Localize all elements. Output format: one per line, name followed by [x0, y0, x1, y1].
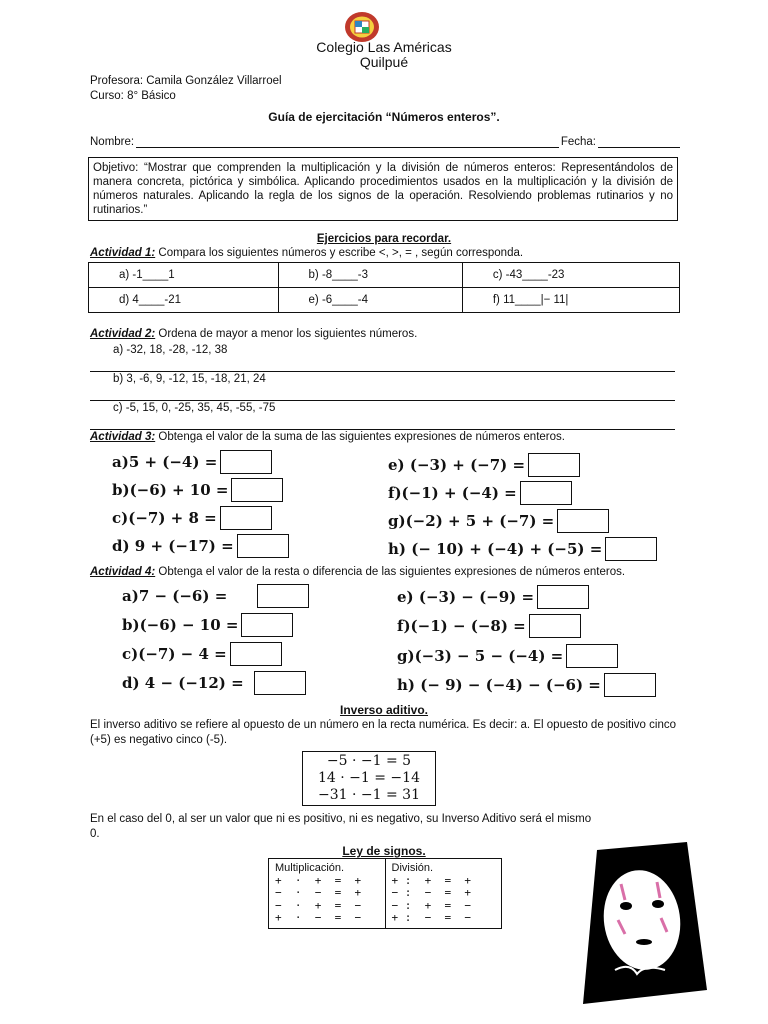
- exercises-heading: Ejercicios para recordar.: [316, 233, 452, 245]
- activity2-label: Actividad 2:: [90, 328, 156, 340]
- sign-rule: − · + = −: [275, 898, 362, 912]
- activity3-text: Obtenga el valor de la suma de las siguientes expresiones de números enteros.: [155, 431, 565, 443]
- difference-expression: f)(−1) − (−8) =: [397, 614, 581, 638]
- sum-expression: b)(−6) + 10 =: [112, 478, 283, 502]
- mask-illustration: [575, 842, 710, 1010]
- activity4-text: Obtenga el valor de la resta o diferencia de las siguientes expresiones de números enteros.: [155, 566, 626, 578]
- name-label: Nombre:: [90, 136, 135, 148]
- answer-box[interactable]: [241, 613, 293, 637]
- sum-expression: g)(−2) + 5 + (−7) =: [388, 509, 609, 533]
- activity1-heading: [90, 247, 523, 259]
- zero-note: En el caso del 0, al ser un valor que ni es positivo, ni es negativo, su Inverso Aditivo será el mismo 0.: [90, 813, 592, 840]
- signs-heading: Ley de signos.: [342, 844, 426, 858]
- teacher-info: [90, 74, 282, 104]
- answer-box[interactable]: [537, 585, 589, 609]
- activity2-text: Ordena de mayor a menor los siguientes números.: [155, 328, 418, 340]
- difference-expression: d) 4 − (−12) =: [122, 671, 306, 695]
- sum-expression: c)(−7) + 8 =: [112, 506, 272, 530]
- division-label: División.: [391, 862, 434, 874]
- sign-rule: + : − = −: [391, 911, 471, 925]
- answer-box[interactable]: [604, 673, 656, 697]
- difference-expression: h) (− 9) − (−4) − (−6) =: [397, 673, 656, 697]
- activity1-label: Actividad 1:: [90, 247, 156, 259]
- inverse-example: −31 · −1 = 31: [318, 787, 420, 803]
- activity3-label: Actividad 3:: [90, 431, 156, 443]
- division-column: [385, 859, 502, 929]
- inverse-example: −5 · −1 = 5: [326, 753, 412, 769]
- difference-expression: b)(−6) − 10 =: [122, 613, 293, 637]
- order-item: c) -5, 15, 0, -25, 35, 45, -55, -75: [113, 402, 276, 414]
- compare-cell[interactable]: f) 11____|− 11|: [462, 288, 679, 313]
- answer-box[interactable]: [528, 453, 580, 477]
- answer-box[interactable]: [557, 509, 609, 533]
- school-name: Colegio Las Américas: [316, 39, 452, 55]
- sign-rule: + · + = +: [275, 873, 362, 887]
- activity3-heading: [90, 431, 565, 443]
- compare-cell[interactable]: a) -1____1: [89, 263, 279, 288]
- school-city: Quilpué: [359, 54, 409, 70]
- date-field[interactable]: [598, 135, 680, 148]
- name-date-row: [90, 135, 680, 148]
- answer-box[interactable]: [605, 537, 657, 561]
- date-label: Fecha:: [560, 136, 596, 148]
- name-field[interactable]: [136, 135, 559, 148]
- answer-box[interactable]: [254, 671, 306, 695]
- difference-expression: a)7 − (−6) =: [122, 584, 309, 608]
- compare-cell[interactable]: e) -6____-4: [278, 288, 462, 313]
- sign-rule: + : + = +: [391, 873, 471, 887]
- objective-box: Objetivo: “Mostrar que comprenden la multiplicación y la división de números enteros: Representándolos de manera concreta, pictórica y simbólica. Aplicando procedimientos usados en la multiplicación y la división de números naturales. Aplicando la regla de los signos de la operación. Resolviendo problemas rutinarios y no rutinarios.”: [88, 157, 678, 221]
- answer-box[interactable]: [231, 478, 283, 502]
- answer-line[interactable]: [90, 429, 675, 430]
- answer-box[interactable]: [529, 614, 581, 638]
- sum-expression: a)5 + (−4) =: [112, 450, 272, 474]
- compare-cell[interactable]: d) 4____-21: [89, 288, 279, 313]
- activity1-text: Compara los siguientes números y escribe <, >, = , según corresponda.: [155, 247, 524, 259]
- sign-rule: + · − = −: [275, 911, 362, 925]
- answer-box[interactable]: [230, 642, 282, 666]
- multiplication-column: [269, 859, 386, 929]
- compare-cell[interactable]: c) -43____-23: [462, 263, 679, 288]
- answer-box[interactable]: [237, 534, 289, 558]
- activity4-heading: [90, 566, 625, 578]
- answer-line[interactable]: [90, 371, 675, 372]
- answer-box[interactable]: [520, 481, 572, 505]
- inverse-examples-box: [302, 751, 436, 806]
- teacher-name: Profesora: Camila González Villarroel: [90, 75, 282, 87]
- sum-expression: d) 9 + (−17) =: [112, 534, 289, 558]
- answer-box[interactable]: [220, 506, 272, 530]
- inverse-example: 14 · −1 = −14: [318, 770, 420, 786]
- answer-box[interactable]: [220, 450, 272, 474]
- guide-title: Guía de ejercitación “Números enteros”.: [268, 110, 500, 124]
- inverse-text: El inverso aditivo se refiere al opuesto de un número en la recta numérica. Es decir: a. El opuesto de positivo cinco (+5) es negativo cinco (-5).: [90, 719, 676, 746]
- sum-expression: h) (− 10) + (−4) + (−5) =: [388, 537, 657, 561]
- order-item: b) 3, -6, 9, -12, 15, -18, 21, 24: [113, 373, 266, 385]
- comparison-table: [88, 262, 680, 313]
- sum-expression: f)(−1) + (−4) =: [388, 481, 572, 505]
- sum-expression: e) (−3) + (−7) =: [388, 453, 580, 477]
- sign-rule: − · − = +: [275, 886, 362, 900]
- activity4-label: Actividad 4:: [90, 566, 156, 578]
- difference-expression: g)(−3) − 5 − (−4) =: [397, 644, 618, 668]
- inverse-heading: Inverso aditivo.: [339, 703, 429, 717]
- sign-rule: − : − = +: [391, 886, 471, 900]
- difference-expression: c)(−7) − 4 =: [122, 642, 282, 666]
- signs-table: [268, 858, 502, 929]
- activity2-heading: [90, 328, 417, 340]
- difference-expression: e) (−3) − (−9) =: [397, 585, 589, 609]
- multiplication-label: Multiplicación.: [275, 862, 345, 874]
- answer-box[interactable]: [566, 644, 618, 668]
- answer-line[interactable]: [90, 400, 675, 401]
- order-item: a) -32, 18, -28, -12, 38: [113, 344, 228, 356]
- school-header: [0, 40, 768, 70]
- answer-box[interactable]: [257, 584, 309, 608]
- compare-cell[interactable]: b) -8____-3: [278, 263, 462, 288]
- sign-rule: − : + = −: [391, 898, 471, 912]
- course-name: Curso: 8° Básico: [90, 90, 176, 102]
